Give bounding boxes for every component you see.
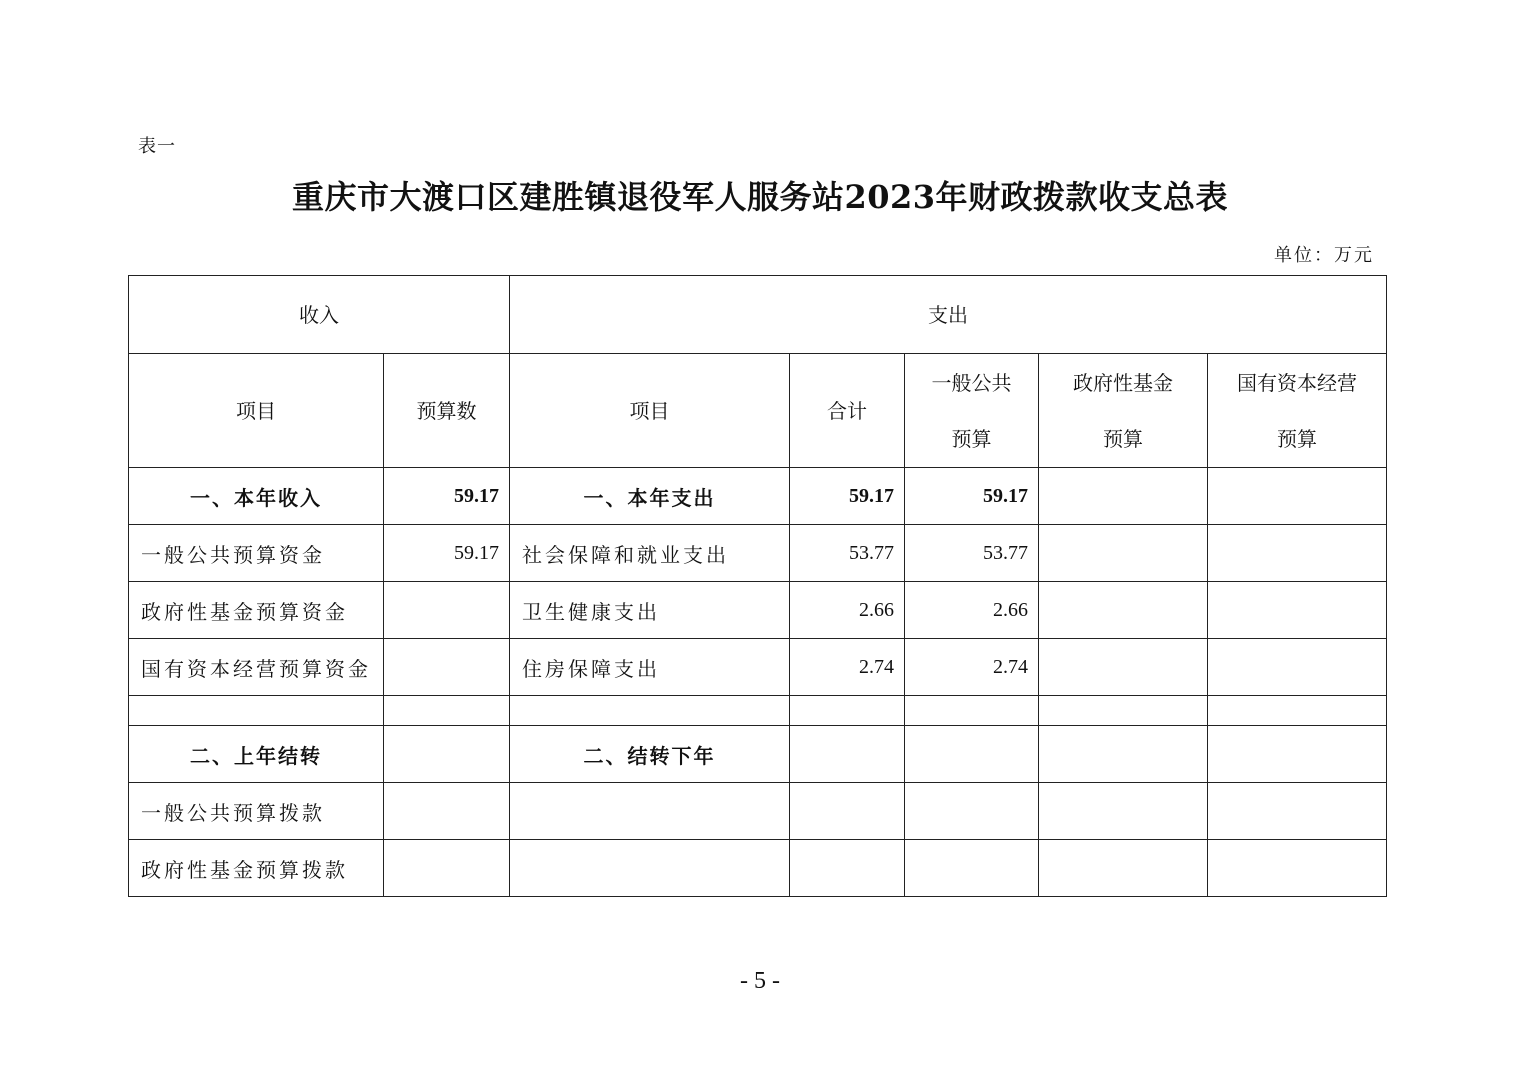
col-header-general-public-line2: 预算 <box>951 426 992 451</box>
table-row <box>129 525 1387 582</box>
cell-expense-item <box>510 840 790 897</box>
cell-income-budget <box>384 726 510 783</box>
cell-income-budget <box>384 696 510 726</box>
cell-expense-item: 住房保障支出 <box>510 639 790 696</box>
cell-income-item: 一般公共预算拨款 <box>129 783 384 840</box>
cell-general-public <box>905 696 1039 726</box>
cell-expense-item: 一、本年支出 <box>510 468 790 525</box>
unit-label: 单位：万元 <box>1274 245 1374 266</box>
cell-general-public <box>905 726 1039 783</box>
cell-income-item <box>129 696 384 726</box>
cell-income-budget <box>384 783 510 840</box>
col-header-general-public <box>905 354 1039 468</box>
cell-income-budget <box>384 639 510 696</box>
cell-income-item: 一、本年收入 <box>129 468 384 525</box>
cell-income-budget <box>384 582 510 639</box>
col-header-state-capital <box>1208 354 1387 468</box>
cell-gov-fund <box>1039 840 1208 897</box>
cell-income-item: 政府性基金预算资金 <box>129 582 384 639</box>
table-row <box>129 468 1387 525</box>
expense-group-header: 支出 <box>510 276 1387 354</box>
col-header-gov-fund-line1: 政府性基金 <box>1073 370 1173 395</box>
cell-income-item: 一般公共预算资金 <box>129 525 384 582</box>
cell-total: 2.66 <box>790 582 905 639</box>
budget-summary-table <box>128 275 1387 897</box>
income-group-header: 收入 <box>129 276 510 354</box>
cell-state-capital <box>1208 696 1387 726</box>
cell-income-budget: 59.17 <box>384 468 510 525</box>
col-header-gov-fund-line2: 预算 <box>1103 426 1143 451</box>
table-row <box>129 840 1387 897</box>
table-row <box>129 726 1387 783</box>
cell-state-capital <box>1208 525 1387 582</box>
group-header-row <box>129 276 1387 354</box>
table-label: 表一 <box>138 136 176 157</box>
cell-general-public: 2.74 <box>905 639 1039 696</box>
cell-state-capital <box>1208 840 1387 897</box>
col-header-general-public-line1: 一般公共 <box>931 370 1012 395</box>
cell-state-capital <box>1208 639 1387 696</box>
table-row <box>129 639 1387 696</box>
cell-gov-fund <box>1039 639 1208 696</box>
cell-gov-fund <box>1039 468 1208 525</box>
cell-income-item: 政府性基金预算拨款 <box>129 840 384 897</box>
cell-expense-item: 卫生健康支出 <box>510 582 790 639</box>
cell-general-public <box>905 783 1039 840</box>
col-header-income-item: 项目 <box>129 354 384 468</box>
cell-total <box>790 696 905 726</box>
cell-state-capital <box>1208 726 1387 783</box>
col-header-income-budget: 预算数 <box>384 354 510 468</box>
cell-total: 2.74 <box>790 639 905 696</box>
cell-expense-item <box>510 783 790 840</box>
cell-income-item: 二、上年结转 <box>129 726 384 783</box>
col-header-total: 合计 <box>790 354 905 468</box>
cell-gov-fund <box>1039 525 1208 582</box>
page-title: 重庆市大渡口区建胜镇退役军人服务站2023年财政拨款收支总表 <box>291 178 1229 216</box>
cell-general-public: 53.77 <box>905 525 1039 582</box>
cell-total <box>790 783 905 840</box>
cell-gov-fund <box>1039 726 1208 783</box>
cell-expense-item: 社会保障和就业支出 <box>510 525 790 582</box>
col-header-state-capital-line1: 国有资本经营 <box>1237 370 1358 395</box>
cell-expense-item: 二、结转下年 <box>510 726 790 783</box>
cell-gov-fund <box>1039 696 1208 726</box>
cell-expense-item <box>510 696 790 726</box>
col-header-gov-fund <box>1039 354 1208 468</box>
cell-total <box>790 840 905 897</box>
cell-general-public: 2.66 <box>905 582 1039 639</box>
table-row <box>129 696 1387 726</box>
cell-state-capital <box>1208 783 1387 840</box>
col-header-expense-item: 项目 <box>510 354 790 468</box>
cell-total: 53.77 <box>790 525 905 582</box>
column-header-row <box>129 354 1387 468</box>
cell-total: 59.17 <box>790 468 905 525</box>
table-row <box>129 582 1387 639</box>
cell-income-item: 国有资本经营预算资金 <box>129 639 384 696</box>
col-header-state-capital-line2: 预算 <box>1277 426 1318 451</box>
cell-general-public: 59.17 <box>905 468 1039 525</box>
cell-income-budget <box>384 840 510 897</box>
table-row <box>129 783 1387 840</box>
cell-gov-fund <box>1039 783 1208 840</box>
cell-general-public <box>905 840 1039 897</box>
cell-income-budget: 59.17 <box>384 525 510 582</box>
cell-total <box>790 726 905 783</box>
cell-gov-fund <box>1039 582 1208 639</box>
page-number: - 5 - <box>740 968 780 994</box>
cell-state-capital <box>1208 468 1387 525</box>
cell-state-capital <box>1208 582 1387 639</box>
